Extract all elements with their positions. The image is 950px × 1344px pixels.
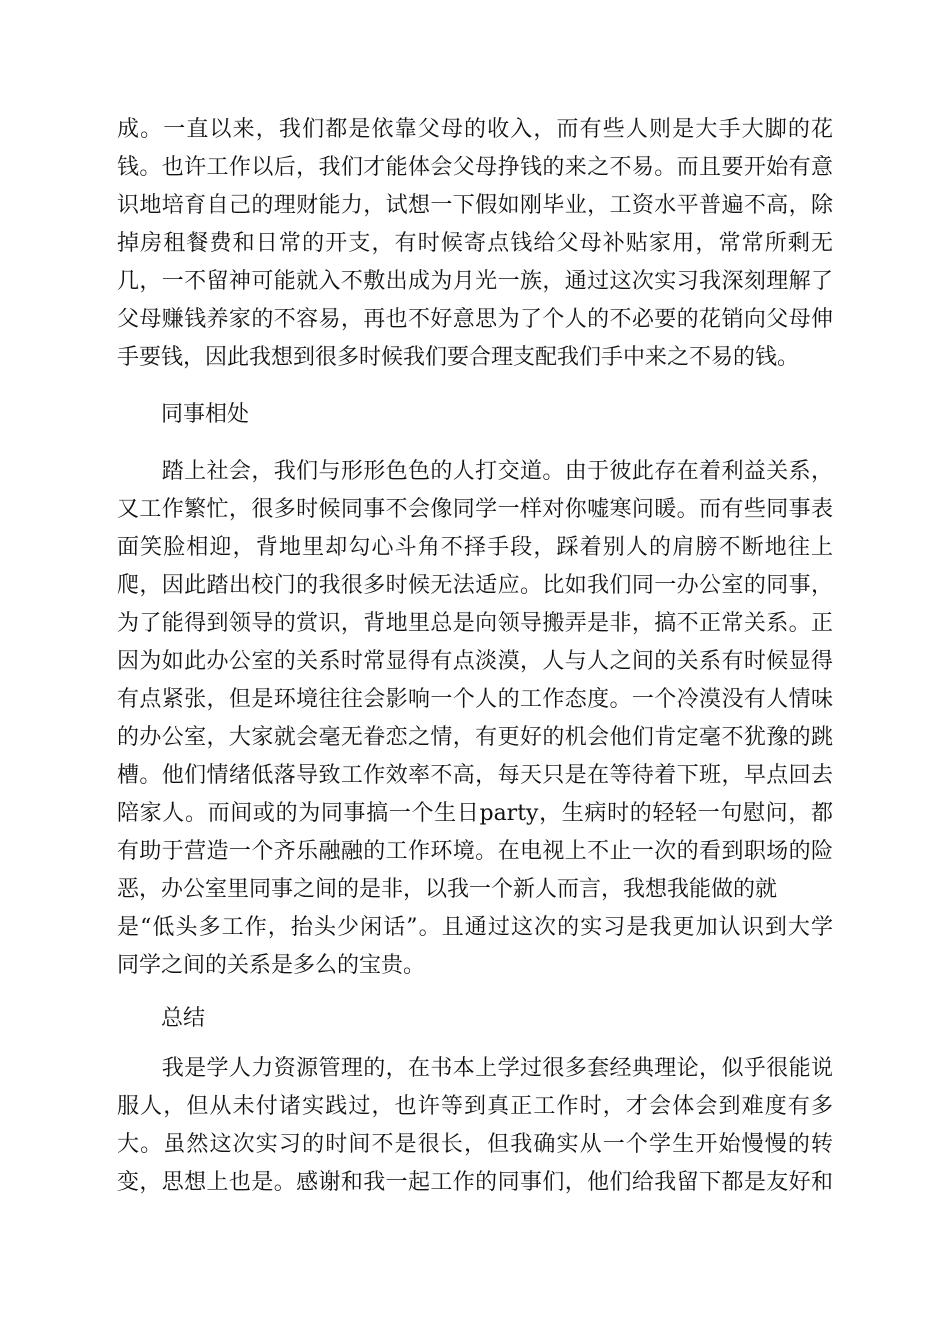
paragraph-line: 手要钱，因此我想到很多时候我们要合理支配我们手中来之不易的钱。 [117,345,800,370]
paragraph-line: 掉房租餐费和日常的开支，有时候寄点钱给父母补贴家用，常常所剩无 [117,231,833,256]
paragraph-line: 踏上社会，我们与形形色色的人打交道。由于彼此存在着利益关系， [117,459,833,484]
paragraph-line: 是“低头多工作，抬头少闲话”。且通过这次的实习是我更加认识到大学 [117,915,833,940]
paragraph-line: 陪家人。而间或的为同事搞一个生日party，生病时的轻轻一句慰问，都 [117,801,833,826]
paragraph-line: 为了能得到领导的赏识，背地里总是向领导搬弄是非，搞不正常关系。正 [117,611,833,636]
paragraph-line: 大。虽然这次实习的时间不是很长，但我确实从一个学生开始慢慢的转 [117,1132,833,1157]
paragraph-line: 恶，办公室里同事之间的是非，以我一个新人而言，我想我能做的就 [117,877,778,902]
paragraph-line: 父母赚钱养家的不容易，再也不好意思为了个人的不必要的花销向父母伸 [117,307,833,332]
paragraph-line: 爬，因此踏出校门的我很多时候无法适应。比如我们同一办公室的同事， [117,573,833,598]
paragraph-line: 钱。也许工作以后，我们才能体会父母挣钱的来之不易。而且要开始有意 [117,155,833,180]
paragraph-line: 识地培育自己的理财能力，试想一下假如刚毕业，工资水平普遍不高，除 [117,193,833,218]
paragraph-line: 的办公室，大家就会毫无眷恋之情，有更好的机会他们肯定毫不犹豫的跳 [117,725,833,750]
paragraph-line: 有点紧张，但是环境往往会影响一个人的工作态度。一个冷漠没有人情味 [117,687,833,712]
paragraph-line: 面笑脸相迎，背地里却勾心斗角不择手段，踩着别人的肩膀不断地往上 [117,535,833,560]
paragraph-line: 几，一不留神可能就入不敷出成为月光一族，通过这次实习我深刻理解了 [117,269,833,294]
paragraph-line: 又工作繁忙，很多时候同事不会像同学一样对你嘘寒问暖。而有些同事表 [117,497,833,522]
paragraph-line: 成。一直以来，我们都是依靠父母的收入，而有些人则是大手大脚的花 [117,117,833,142]
paragraph-line: 变，思想上也是。感谢和我一起工作的同事们，他们给我留下都是友好和 [117,1170,833,1195]
paragraph-line: 我是学人力资源管理的，在书本上学过很多套经典理论，似乎很能说 [117,1056,833,1081]
paragraph-line: 有助于营造一个齐乐融融的工作环境。在电视上不止一次的看到职场的险 [117,839,833,864]
paragraph-line: 槽。他们情绪低落导致工作效率不高，每天只是在等待着下班，早点回去 [117,763,833,788]
paragraph-line: 服人，但从未付诸实践过，也许等到真正工作时，才会体会到难度有多 [117,1094,833,1119]
section-heading: 总结 [161,1006,206,1031]
paragraph-line: 同学之间的关系是多么的宝贵。 [117,953,426,978]
section-heading: 同事相处 [161,402,250,427]
paragraph-line: 因为如此办公室的关系时常显得有点淡漠，人与人之间的关系有时候显得 [117,649,833,674]
